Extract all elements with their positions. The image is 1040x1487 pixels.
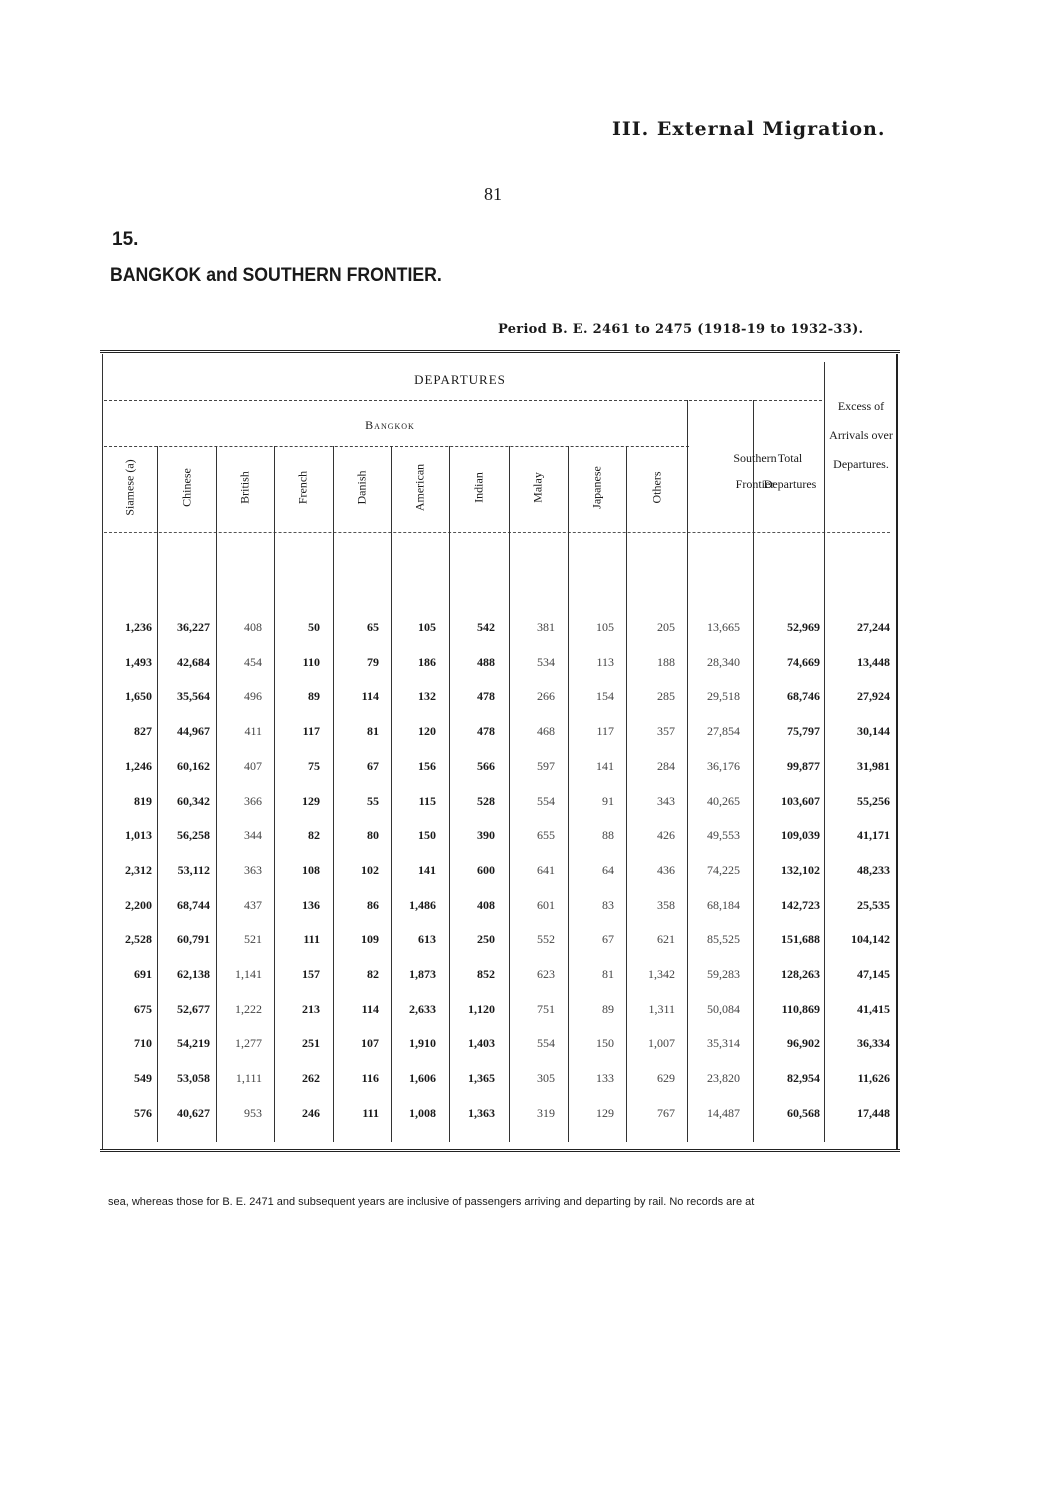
column-header-danish: Danish <box>354 470 369 505</box>
table-cell: 675 <box>134 1001 152 1016</box>
table-cell: 23,820 <box>707 1071 740 1086</box>
table-cell: 132,102 <box>781 862 820 877</box>
table-title: BANGKOK and SOUTHERN FRONTIER. <box>110 265 442 286</box>
table-cell: 953 <box>244 1105 262 1120</box>
table-cell: 454 <box>244 654 262 669</box>
table-cell: 827 <box>134 724 152 739</box>
table-cell: 1,007 <box>648 1036 675 1051</box>
bangkok-header: Bangkok <box>365 418 415 432</box>
table-cell: 27,924 <box>857 689 890 704</box>
table-cell: 157 <box>302 967 320 981</box>
table-cell: 141 <box>418 862 436 877</box>
table-cell: 52,677 <box>177 1001 210 1016</box>
table-cell: 468 <box>537 724 555 739</box>
table-cell: 27,854 <box>707 724 740 739</box>
table-cell: 205 <box>657 620 675 634</box>
table-cell: 554 <box>537 793 555 808</box>
table-cell: 105 <box>596 620 614 634</box>
table-cell: 91 <box>602 793 614 808</box>
table-cell: 82 <box>367 967 379 981</box>
table-cell: 1,236 <box>125 620 152 634</box>
table-cell: 566 <box>477 758 495 773</box>
table-cell: 285 <box>657 689 675 704</box>
table-cell: 132 <box>418 689 436 704</box>
table-cell: 81 <box>602 967 614 981</box>
table-cell: 53,112 <box>177 862 210 877</box>
table-cell: 151,688 <box>781 932 820 947</box>
table-cell: 30,144 <box>857 724 890 739</box>
table-cell: 44,967 <box>177 724 210 739</box>
table-cell: 613 <box>418 932 436 947</box>
table-cell: 25,535 <box>857 897 890 912</box>
table-cell: 1,493 <box>125 654 152 669</box>
excess-header: Excess of Arrivals over Departures. <box>829 399 893 471</box>
table-cell: 1,013 <box>125 828 152 843</box>
table-cell: 343 <box>657 793 675 808</box>
table-cell: 751 <box>537 1001 555 1016</box>
table-cell: 1,606 <box>409 1071 436 1086</box>
table-cell: 150 <box>418 828 436 843</box>
table-cell: 50 <box>308 620 320 634</box>
table-cell: 54,219 <box>177 1036 210 1051</box>
table-cell: 1,486 <box>409 897 436 912</box>
table-cell: 408 <box>477 897 495 912</box>
departures-table <box>100 350 900 1155</box>
table-cell: 75,797 <box>787 724 820 739</box>
column-header-malay: Malay <box>530 472 545 503</box>
table-cell: 767 <box>657 1105 675 1120</box>
table-cell: 2,528 <box>125 932 152 947</box>
table-cell: 136 <box>302 897 320 912</box>
table-number: 15. <box>112 229 139 250</box>
table-cell: 1,910 <box>409 1036 436 1051</box>
total-departures-header: Total Departures <box>763 451 817 491</box>
table-cell: 819 <box>134 793 152 808</box>
table-cell: 42,684 <box>177 654 210 669</box>
table-cell: 17,448 <box>857 1105 890 1120</box>
table-cell: 14,487 <box>707 1105 740 1120</box>
table-cell: 81 <box>367 724 379 739</box>
table-cell: 629 <box>657 1071 675 1086</box>
table-cell: 80 <box>367 828 379 843</box>
table-cell: 344 <box>244 828 262 843</box>
table-cell: 1,008 <box>409 1105 436 1120</box>
table-cell: 99,877 <box>787 758 820 773</box>
table-cell: 35,564 <box>177 689 210 704</box>
table-cell: 86 <box>367 897 379 912</box>
table-cell: 549 <box>134 1071 152 1086</box>
table-cell: 156 <box>418 758 436 773</box>
table-cell: 114 <box>361 689 379 704</box>
table-cell: 67 <box>367 758 379 773</box>
column-header-american: American <box>412 463 427 512</box>
table-cell: 36,176 <box>707 758 740 773</box>
table-cell: 74,225 <box>707 862 740 877</box>
column-header-british: British <box>237 471 252 504</box>
table-cell: 109,039 <box>781 828 820 843</box>
table-cell: 53,058 <box>177 1071 210 1086</box>
table-cell: 28,340 <box>707 654 740 669</box>
table-cell: 128,263 <box>781 967 820 981</box>
table-cell: 407 <box>244 758 262 773</box>
table-cell: 65 <box>367 620 379 634</box>
table-cell: 426 <box>657 828 675 843</box>
table-cell: 363 <box>244 862 262 877</box>
table-cell: 2,633 <box>409 1001 436 1016</box>
table-cell: 47,145 <box>857 967 890 981</box>
table-cell: 478 <box>477 724 495 739</box>
table-cell: 250 <box>477 932 495 947</box>
table-cell: 75 <box>308 758 320 773</box>
page-number: 81 <box>484 184 502 204</box>
table-cell: 89 <box>602 1001 614 1016</box>
table-cell: 621 <box>657 932 675 947</box>
table-cell: 542 <box>477 620 495 634</box>
table-cell: 496 <box>244 689 262 704</box>
table-cell: 1,873 <box>409 967 436 981</box>
table-cell: 111 <box>362 1105 379 1120</box>
table-cell: 120 <box>418 724 436 739</box>
table-cell: 521 <box>244 932 262 947</box>
table-cell: 1,650 <box>125 689 152 704</box>
table-cell: 82,954 <box>787 1071 820 1086</box>
table-cell: 1,363 <box>468 1105 495 1120</box>
departures-header: DEPARTURES <box>414 372 506 387</box>
table-cell: 1,311 <box>648 1001 675 1016</box>
table-cell: 710 <box>134 1036 152 1051</box>
table-cell: 109 <box>361 932 379 947</box>
table-cell: 35,314 <box>707 1036 740 1051</box>
table-cell: 41,415 <box>857 1001 890 1016</box>
column-header-japanese: Japanese <box>589 466 604 509</box>
table-cell: 1,111 <box>235 1071 262 1086</box>
table-cell: 79 <box>367 654 379 669</box>
table-cell: 36,334 <box>857 1036 890 1051</box>
table-cell: 601 <box>537 897 555 912</box>
table-cell: 2,312 <box>125 862 152 877</box>
table-cell: 1,246 <box>125 758 152 773</box>
table-cell: 554 <box>537 1036 555 1051</box>
table-cell: 150 <box>596 1036 614 1051</box>
table-cell: 319 <box>537 1105 555 1120</box>
table-cell: 1,342 <box>648 967 675 981</box>
column-header-chinese: Chinese <box>179 468 194 507</box>
table-cell: 129 <box>302 793 320 808</box>
table-cell: 188 <box>657 654 675 669</box>
table-cell: 74,669 <box>787 654 820 669</box>
table-cell: 366 <box>244 793 262 808</box>
table-cell: 576 <box>134 1105 152 1120</box>
table-cell: 141 <box>596 758 614 773</box>
table-cell: 48,233 <box>857 862 890 877</box>
table-cell: 64 <box>602 862 614 877</box>
table-cell: 488 <box>477 654 495 669</box>
table-cell: 655 <box>537 828 555 843</box>
table-cell: 50,084 <box>707 1001 740 1016</box>
table-cell: 1,141 <box>235 967 262 981</box>
period-label: Period B. E. 2461 to 2475 (1918-19 to 1932-33). <box>498 322 864 337</box>
table-cell: 60,791 <box>177 932 210 947</box>
table-cell: 55,256 <box>857 793 890 808</box>
table-cell: 1,403 <box>468 1036 495 1051</box>
table-cell: 436 <box>657 862 675 877</box>
table-cell: 60,342 <box>177 793 210 808</box>
column-header-others: Others <box>649 471 664 504</box>
section-title: III. External Migration. <box>612 118 886 140</box>
table-cell: 13,448 <box>857 654 890 669</box>
table-cell: 358 <box>657 897 675 912</box>
table-cell: 305 <box>537 1071 555 1086</box>
table-cell: 102 <box>361 862 379 877</box>
table-cell: 213 <box>302 1001 320 1016</box>
table-cell: 114 <box>361 1001 379 1016</box>
table-cell: 88 <box>602 828 614 843</box>
table-cell: 116 <box>361 1071 379 1086</box>
table-cell: 67 <box>602 932 614 947</box>
table-cell: 105 <box>418 620 436 634</box>
table-cell: 103,607 <box>781 793 820 808</box>
table-cell: 411 <box>244 724 262 739</box>
table-cell: 111 <box>303 932 320 947</box>
table-cell: 13,665 <box>707 620 740 634</box>
column-header-siamese: Siamese (a) <box>122 459 137 516</box>
table-cell: 691 <box>134 967 152 981</box>
table-cell: 85,525 <box>707 932 740 947</box>
table-cell: 478 <box>477 689 495 704</box>
table-cell: 408 <box>244 620 262 634</box>
table-cell: 110 <box>302 654 320 669</box>
table-cell: 357 <box>657 724 675 739</box>
table-cell: 437 <box>244 897 262 912</box>
table-cell: 52,969 <box>787 620 820 634</box>
table-cell: 108 <box>302 862 320 877</box>
table-cell: 27,244 <box>857 620 890 634</box>
table-cell: 104,142 <box>851 932 890 947</box>
table-cell: 55 <box>367 793 379 808</box>
table-cell: 89 <box>308 689 320 704</box>
table-cell: 40,265 <box>707 793 740 808</box>
southern-frontier-header: Southern Frontier <box>733 451 777 491</box>
table-cell: 11,626 <box>857 1071 890 1086</box>
table-cell: 82 <box>308 828 320 843</box>
table-cell: 59,283 <box>707 967 740 981</box>
table-cell: 60,162 <box>177 758 210 773</box>
table-cell: 246 <box>302 1105 320 1120</box>
table-cell: 552 <box>537 932 555 947</box>
table-cell: 60,568 <box>787 1105 820 1120</box>
table-cell: 1,120 <box>468 1001 495 1016</box>
table-cell: 1,222 <box>235 1001 262 1016</box>
table-cell: 31,981 <box>857 758 890 773</box>
table-cell: 56,258 <box>177 828 210 843</box>
table-cell: 115 <box>418 793 436 808</box>
table-cell: 381 <box>537 620 555 634</box>
table-cell: 597 <box>537 758 555 773</box>
table-cell: 390 <box>477 828 495 843</box>
table-cell: 107 <box>361 1036 379 1051</box>
table-cell: 1,277 <box>235 1036 262 1051</box>
table-cell: 266 <box>537 689 555 704</box>
table-cell: 284 <box>657 758 675 773</box>
table-cell: 96,902 <box>787 1036 820 1051</box>
column-header-indian: Indian <box>471 472 486 503</box>
table-cell: 528 <box>477 793 495 808</box>
column-header-french: French <box>295 470 310 505</box>
table-cell: 68,744 <box>177 897 210 912</box>
table-cell: 36,227 <box>177 620 210 634</box>
table-cell: 641 <box>537 862 555 877</box>
table-cell: 113 <box>596 654 614 669</box>
table-cell: 534 <box>537 654 555 669</box>
table-cell: 186 <box>418 654 436 669</box>
table-cell: 1,365 <box>468 1071 495 1086</box>
footnote: sea, whereas those for B. E. 2471 and subsequent years are inclusive of passengers arriving and departing by rail. No records are at <box>108 1196 755 1208</box>
table-cell: 133 <box>596 1071 614 1086</box>
table-cell: 68,746 <box>787 689 820 704</box>
table-cell: 62,138 <box>177 967 210 981</box>
table-cell: 262 <box>302 1071 320 1086</box>
table-cell: 110,869 <box>781 1001 820 1016</box>
table-cell: 251 <box>302 1036 320 1051</box>
table-cell: 142,723 <box>781 897 820 912</box>
table-cell: 68,184 <box>707 897 740 912</box>
table-cell: 600 <box>477 862 495 877</box>
table-cell: 49,553 <box>707 828 740 843</box>
table-cell: 83 <box>602 897 614 912</box>
table-cell: 41,171 <box>857 828 890 843</box>
table-cell: 117 <box>302 724 320 739</box>
table-cell: 29,518 <box>707 689 740 704</box>
table-cell: 623 <box>537 967 555 981</box>
table-cell: 117 <box>596 724 614 739</box>
table-cell: 2,200 <box>125 897 152 912</box>
table-cell: 852 <box>477 967 495 981</box>
table-cell: 154 <box>596 689 614 704</box>
table-cell: 129 <box>596 1105 614 1120</box>
table-cell: 40,627 <box>177 1105 210 1120</box>
